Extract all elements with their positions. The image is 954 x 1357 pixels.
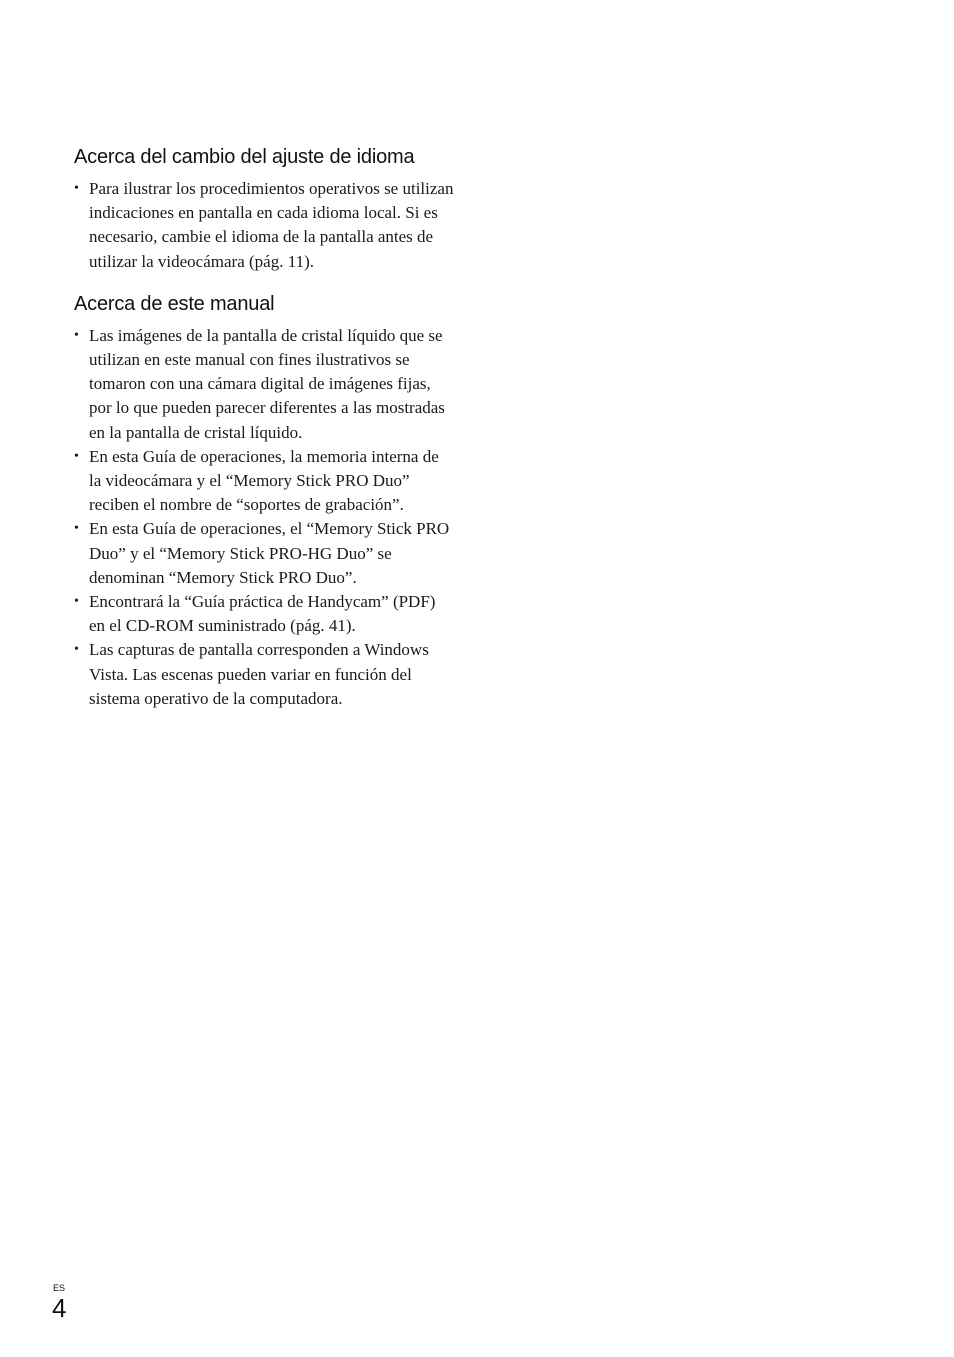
section-language-setting xyxy=(74,143,454,274)
section-about-manual xyxy=(74,290,454,711)
list-item xyxy=(74,177,454,274)
bullet-icon: • xyxy=(74,642,79,658)
bullet-icon: • xyxy=(74,327,79,343)
page-content xyxy=(74,143,454,711)
list-item-text: Encontrará la “Guía práctica de Handycam” (PDF) en el CD-ROM suministrado (pág. 41). xyxy=(89,592,436,636)
list-item-text: Las capturas de pantalla corresponden a Windows Vista. Las escenas pueden variar en función del sistema operativo de la computadora. xyxy=(89,640,429,708)
section-heading: Acerca de este manual xyxy=(74,292,275,315)
list-item xyxy=(74,445,454,518)
page-number-value: 4 xyxy=(52,1293,67,1323)
section-heading: Acerca del cambio del ajuste de idioma xyxy=(74,146,415,168)
bullet-icon: • xyxy=(74,521,79,537)
language-code: ES xyxy=(53,1283,66,1293)
bullet-icon: • xyxy=(74,448,79,464)
bullet-list xyxy=(74,324,454,711)
bullet-icon: • xyxy=(74,181,79,196)
list-item xyxy=(74,517,454,590)
list-item-text: En esta Guía de operaciones, el “Memory Stick PRO Duo” y el “Memory Stick PRO-HG Duo” se denominan “Memory Stick PRO Duo”. xyxy=(89,519,450,587)
list-item xyxy=(74,324,454,445)
list-item xyxy=(74,590,454,638)
list-item-text: Para ilustrar los procedimientos operativos se utilizan indicaciones en pantalla en cada idioma local. Si es necesario, cambie el idioma de la pantalla antes de utilizar la videocámara (pág. 11). xyxy=(89,179,454,271)
bullet-list xyxy=(74,177,454,274)
list-item-text: Las imágenes de la pantalla de cristal líquido que se utilizan en este manual con fines ilustrativos se tomaron con una cámara digital de imágenes fijas, por lo que pueden parecer diferentes a las mostradas en la pantalla de cristal líquido. xyxy=(89,325,445,442)
page-number xyxy=(52,1283,66,1322)
list-item xyxy=(74,638,454,711)
list-item-text: En esta Guía de operaciones, la memoria interna de la videocámara y el “Memory Stick PRO Duo” reciben el nombre de “soportes de grabación”. xyxy=(89,446,439,515)
bullet-icon: • xyxy=(74,594,79,610)
